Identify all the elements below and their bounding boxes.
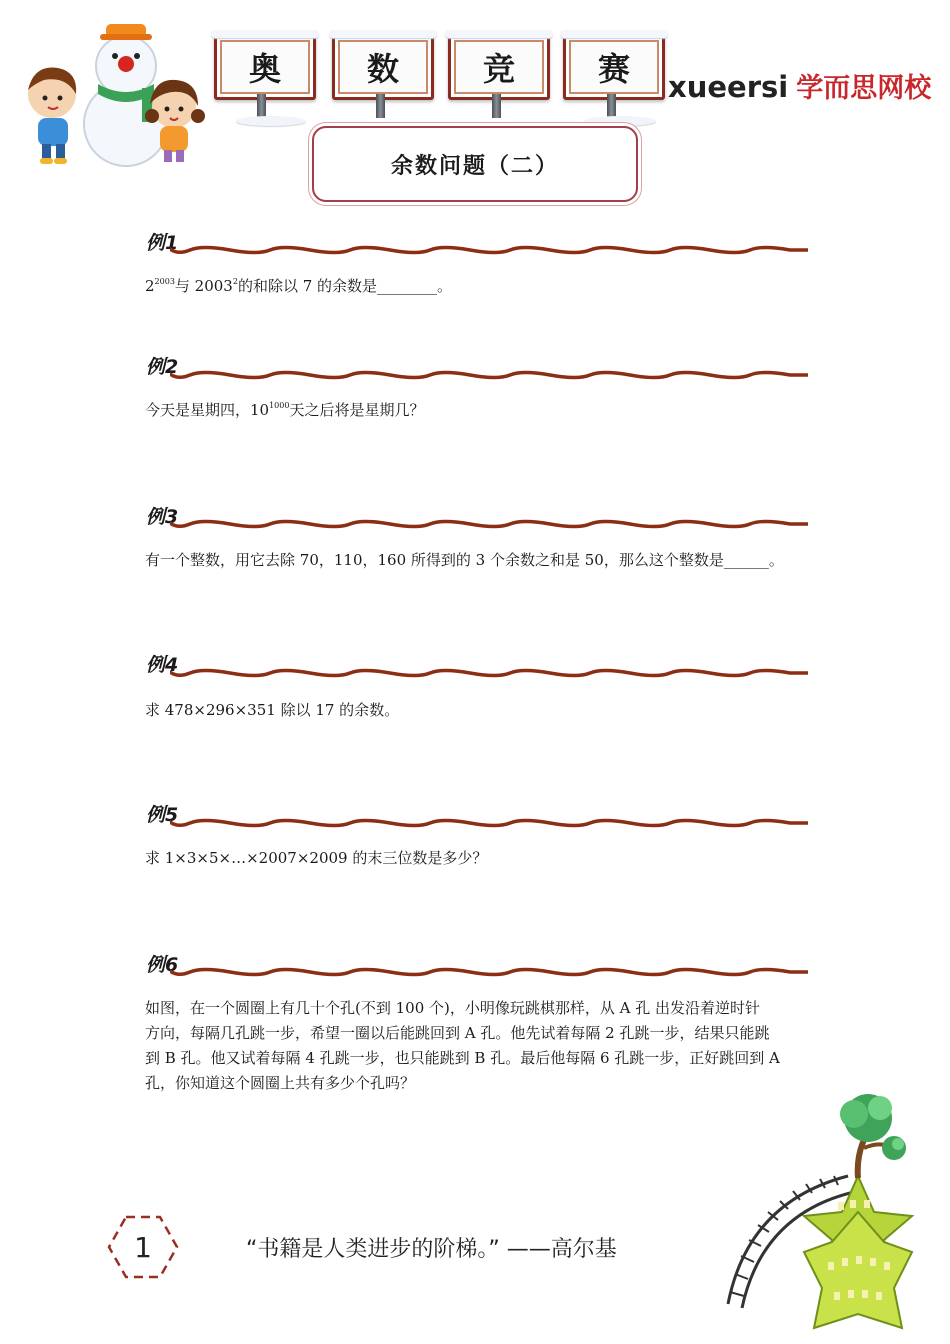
example-divider-line (170, 367, 808, 381)
example-label: 例1 (146, 232, 179, 254)
snow-mound (236, 116, 306, 126)
snowman-kids-illustration (14, 14, 214, 170)
brand-english: xueersi (668, 70, 789, 104)
example-label: 例6 (146, 954, 179, 976)
example-label: 例4 (146, 654, 179, 676)
example-3-text: 有一个整数，用它去除 70，110，160 所得到的 3 个余数之和是 50，那么这个整数是______。 (145, 551, 784, 569)
tree-building-illustration (708, 1092, 928, 1334)
paragraph-line: 孔，你知道这个圆圈上共有多少个孔吗？ (145, 1074, 416, 1092)
brand-chinese: 学而思网校 (796, 73, 932, 104)
example-2-text: 今天是星期四，$10^{1000}$天之后将是星期几？ (145, 401, 425, 419)
header-sign-1: 奥 (214, 34, 316, 100)
example-1-text: $2^{2003}$与 2003$^2$的和除以 7 的余数是________。 (145, 277, 453, 295)
paragraph-line: 如图，在一个圆圈上有几十个孔(不到 100 个)，小明像玩跳棋那样，从 A 孔 出发沿着逆时针 (145, 999, 761, 1017)
example-5-text: 求 1×3×5×…×2007×2009 的末三位数是多少？ (145, 849, 488, 867)
sign-post (257, 94, 266, 118)
example-label: 例2 (146, 356, 179, 378)
header-sign-4: 赛 (563, 34, 665, 100)
example-divider-line (170, 815, 808, 829)
example-6-text (145, 996, 807, 1096)
paragraph-line: 方向，每隔几孔跳一步，希望一圈以后能跳回到 A 孔。他先试着每隔 2 孔跳一步，结果只能跳 (145, 1024, 770, 1042)
snow-mound (584, 116, 656, 126)
header-sign-2: 数 (332, 34, 434, 100)
sign-post (492, 94, 501, 118)
page-title: 余数问题（二） (312, 126, 638, 202)
example-label: 例5 (146, 804, 179, 826)
page-number: 1 (134, 1230, 152, 1264)
brand-logo (668, 66, 931, 105)
example-divider-line (170, 665, 808, 679)
example-divider-line (170, 516, 808, 530)
header-sign-3: 竞 (448, 34, 550, 100)
sign-post (607, 94, 616, 118)
example-4-text: 求 478×296×351 除以 17 的余数。 (145, 701, 400, 719)
footer-quote: “书籍是人类进步的阶梯。” ——高尔基 (246, 1237, 617, 1262)
example-divider-line (170, 242, 808, 256)
example-label: 例3 (146, 506, 179, 528)
sign-post (376, 94, 385, 118)
example-divider-line (170, 964, 808, 978)
paragraph-line: 到 B 孔。他又试着每隔 4 孔跳一步，也只能跳到 B 孔。最后他每隔 6 孔跳一步，正好跳回到 A (145, 1049, 780, 1067)
